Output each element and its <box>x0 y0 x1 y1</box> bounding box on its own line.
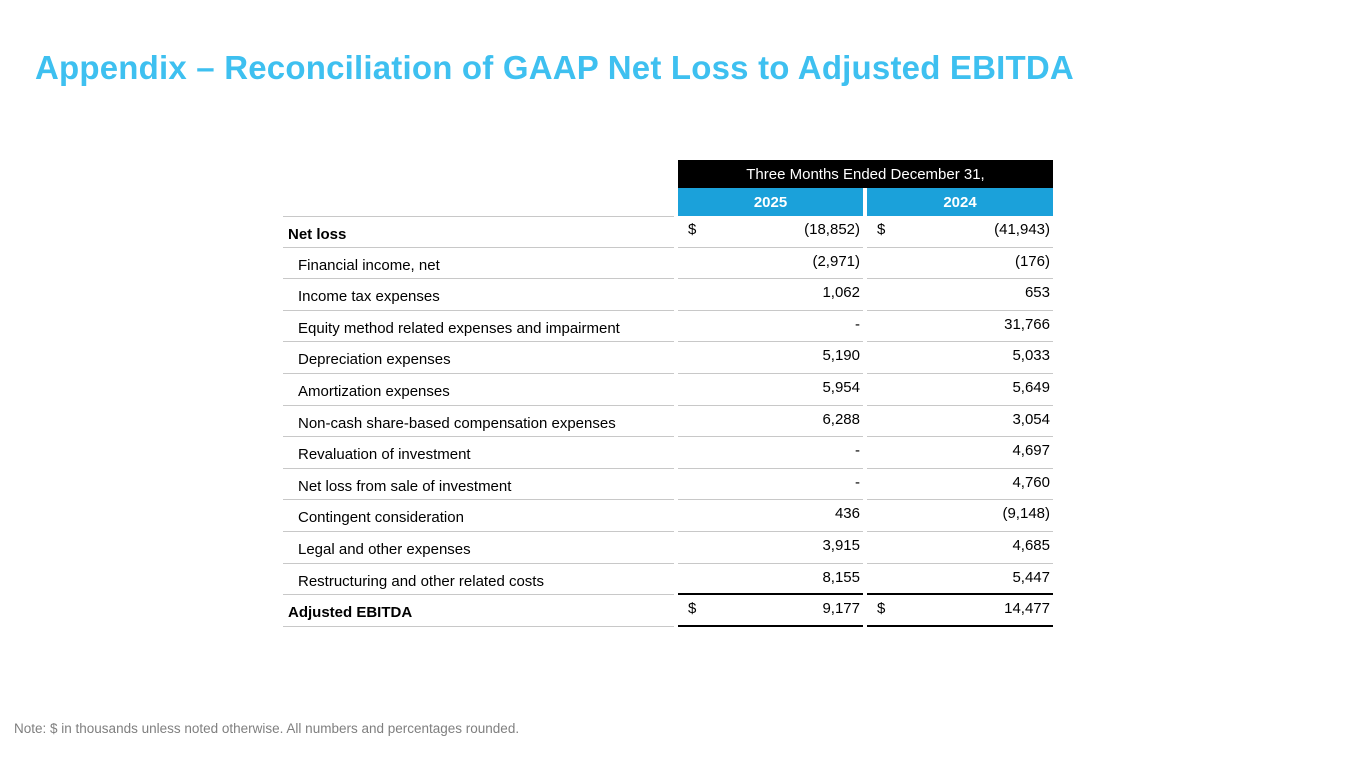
value-cell <box>867 532 1053 564</box>
value-number: 3,054 <box>1012 410 1050 428</box>
value-cell <box>867 564 1053 596</box>
value-number: 4,685 <box>1012 536 1050 554</box>
value-cell <box>678 469 863 501</box>
value-cell <box>678 216 863 248</box>
value-cell <box>678 595 863 627</box>
reconciliation-table <box>283 160 1053 627</box>
row-label: Amortization expenses <box>283 374 674 406</box>
header-spacer <box>283 188 674 216</box>
value-cell <box>678 437 863 469</box>
dollar-sign: $ <box>877 600 886 618</box>
value-number: (2,971) <box>812 252 860 270</box>
value-number: 9,177 <box>822 600 860 618</box>
value-cell <box>867 279 1053 311</box>
value-number: 436 <box>834 505 860 523</box>
value-cell <box>678 564 863 596</box>
year-header-2025: 2025 <box>678 188 863 216</box>
value-cell <box>678 311 863 343</box>
value-number: - <box>855 315 860 333</box>
value-number: 5,190 <box>822 347 860 365</box>
header-spacer <box>283 160 674 188</box>
value-number: 14,477 <box>1004 600 1050 618</box>
value-cell <box>867 469 1053 501</box>
value-cell <box>867 342 1053 374</box>
page-title: Appendix – Reconciliation of GAAP Net Loss to Adjusted EBITDA <box>35 49 1074 86</box>
period-header: Three Months Ended December 31, <box>678 160 1053 188</box>
value-number: 4,697 <box>1012 442 1050 460</box>
value-cell <box>678 532 863 564</box>
row-label: Legal and other expenses <box>283 532 674 564</box>
value-number: (176) <box>1014 252 1050 270</box>
row-label: Net loss <box>283 216 674 248</box>
row-label: Net loss from sale of investment <box>283 469 674 501</box>
row-label: Contingent consideration <box>283 500 674 532</box>
value-number: (18,852) <box>804 221 860 238</box>
row-label: Revaluation of investment <box>283 437 674 469</box>
value-number: 5,447 <box>1012 568 1050 586</box>
value-cell <box>867 437 1053 469</box>
value-cell <box>867 500 1053 532</box>
value-number: 653 <box>1024 284 1050 302</box>
row-label: Equity method related expenses and impairment <box>283 311 674 343</box>
value-cell <box>678 406 863 438</box>
row-label: Restructuring and other related costs <box>283 564 674 596</box>
value-cell <box>867 406 1053 438</box>
value-cell <box>678 342 863 374</box>
value-number: (9,148) <box>1002 505 1050 523</box>
value-number: - <box>855 442 860 460</box>
value-number: 1,062 <box>822 284 860 302</box>
value-cell <box>867 374 1053 406</box>
value-cell <box>678 500 863 532</box>
year-header-2024: 2024 <box>867 188 1053 216</box>
dollar-sign: $ <box>688 600 697 618</box>
value-number: 5,649 <box>1012 378 1050 396</box>
value-cell <box>678 279 863 311</box>
value-number: (41,943) <box>994 221 1050 238</box>
value-number: 31,766 <box>1004 315 1050 333</box>
value-cell <box>867 248 1053 280</box>
value-number: 8,155 <box>822 568 860 586</box>
dollar-sign: $ <box>688 221 697 238</box>
row-label: Income tax expenses <box>283 279 674 311</box>
row-label: Financial income, net <box>283 248 674 280</box>
row-label: Non-cash share-based compensation expenses <box>283 406 674 438</box>
value-number: 3,915 <box>822 536 860 554</box>
value-number: 6,288 <box>822 410 860 428</box>
value-cell <box>678 374 863 406</box>
value-cell <box>867 311 1053 343</box>
value-number: - <box>855 473 860 491</box>
value-number: 4,760 <box>1012 473 1050 491</box>
footnote: Note: $ in thousands unless noted otherwise. All numbers and percentages rounded. <box>14 721 520 736</box>
value-cell <box>867 216 1053 248</box>
dollar-sign: $ <box>877 221 886 238</box>
row-label: Depreciation expenses <box>283 342 674 374</box>
value-number: 5,954 <box>822 378 860 396</box>
row-label: Adjusted EBITDA <box>283 595 674 627</box>
value-number: 5,033 <box>1012 347 1050 365</box>
value-cell <box>867 595 1053 627</box>
value-cell <box>678 248 863 280</box>
